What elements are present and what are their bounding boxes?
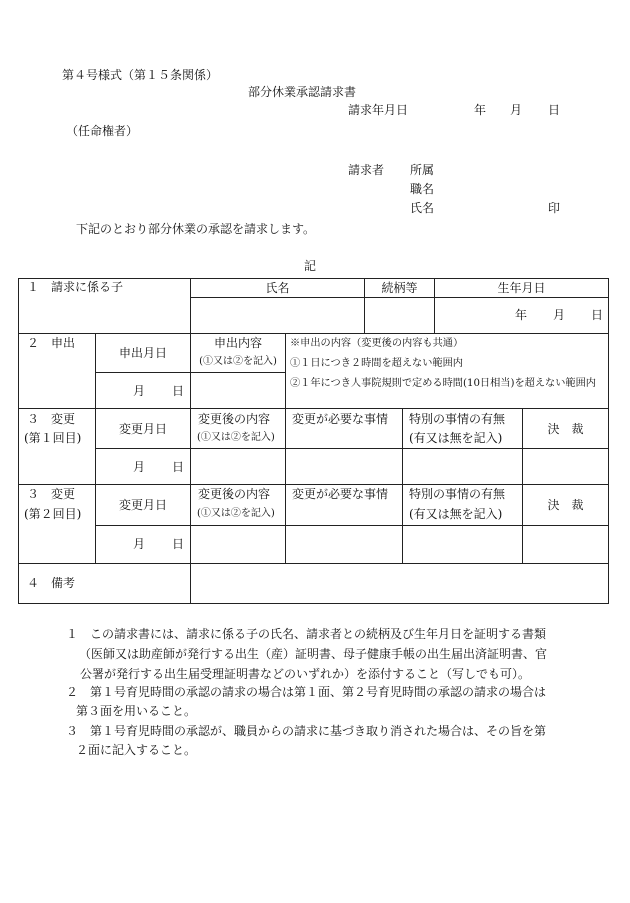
child-relation-header: 続柄等 <box>381 281 418 295</box>
remarks-section-cell <box>18 563 191 604</box>
change1-approval-label-cell <box>522 408 609 449</box>
change2-approval-label: 決 裁 <box>547 498 584 512</box>
application-note-line: ②１年につき人事院規則で定める時間(10日相当)を超えない範囲内 <box>290 378 596 389</box>
application-date-day: 日 <box>172 384 185 398</box>
application-date-label-cell <box>95 333 191 373</box>
child-dob-year: 年 <box>515 308 528 322</box>
child-dob-header: 生年月日 <box>497 281 546 295</box>
change1-section-label: ３ 変更 <box>27 412 76 426</box>
application-content-hint: (①又は②を記入) <box>199 356 277 367</box>
application-content-field <box>190 372 286 409</box>
application-content-notes <box>285 333 609 409</box>
application-content-label: 申出内容 <box>213 336 262 350</box>
child-dob-header-cell <box>434 278 609 298</box>
change2-date-day: 日 <box>172 537 185 551</box>
request-date-year: 年 <box>474 103 487 117</box>
change1-reason-label-cell <box>285 408 403 449</box>
change2-special-label-cell <box>402 484 523 526</box>
remarks-field <box>190 563 609 604</box>
document-title: 部分休業承認請求書 <box>248 85 357 99</box>
child-section-cell <box>18 278 191 334</box>
change2-date-label: 変更月日 <box>118 498 167 512</box>
change1-approval-field <box>522 448 609 485</box>
form-number: 第４号様式（第１５条関係） <box>62 68 219 82</box>
change1-special-field <box>402 448 523 485</box>
appointer-label: （任命権者） <box>66 124 139 138</box>
change1-content-label: 変更後の内容 <box>198 412 271 426</box>
child-relation-field <box>364 297 435 334</box>
requester-label: 請求者 <box>348 163 385 177</box>
change1-date-label: 変更月日 <box>118 421 167 436</box>
change1-special-hint: (有又は無を記入) <box>409 431 503 445</box>
change1-section-cell <box>18 408 96 485</box>
seal-mark: 印 <box>548 201 561 215</box>
requester-name-label: 氏名 <box>410 201 435 215</box>
change2-reason-label: 変更が必要な事情 <box>292 487 389 501</box>
request-date-label: 請求年月日 <box>348 103 409 117</box>
change2-special-hint: (有又は無を記入) <box>409 507 503 521</box>
child-name-header: 氏名 <box>265 281 290 295</box>
change2-date-month: 月 <box>133 537 146 551</box>
child-dob-field <box>434 297 609 334</box>
change2-special-label: 特別の事情の有無 <box>409 487 506 501</box>
child-name-field <box>190 297 365 334</box>
change2-content-label: 変更後の内容 <box>198 487 271 501</box>
change1-content-label-cell <box>190 408 286 449</box>
child-name-header-cell <box>190 278 365 298</box>
request-date-month: 月 <box>510 103 523 117</box>
position-label: 職名 <box>410 182 435 196</box>
change2-content-hint: (①又は②を記入) <box>197 508 275 519</box>
change2-section-label: ３ 変更 <box>27 487 76 501</box>
application-date-month: 月 <box>133 384 146 398</box>
change1-date-label-cell <box>95 408 191 449</box>
change2-reason-label-cell <box>285 484 403 526</box>
change1-date-day: 日 <box>172 460 185 474</box>
change1-reason-label: 変更が必要な事情 <box>292 412 389 426</box>
remarks-section-label: ４ 備考 <box>27 576 76 590</box>
change1-date-month: 月 <box>133 460 146 474</box>
application-section-label: ２ 申出 <box>27 336 76 350</box>
ki-mark: 記 <box>304 259 317 273</box>
note-line: （医師又は助産師が発行する出生（産）証明書、母子健康手帳の出生届出済証明書、官 <box>79 647 548 661</box>
application-note-line: ※申出の内容（変更後の内容も共通） <box>290 338 464 349</box>
change2-reason-field <box>285 525 403 564</box>
change1-content-hint: (①又は②を記入) <box>197 432 275 443</box>
change2-date-label-cell <box>95 484 191 526</box>
child-relation-header-cell <box>364 278 435 298</box>
application-date-label: 申出月日 <box>118 346 167 360</box>
change1-reason-field <box>285 448 403 485</box>
application-note-line: ①１日につき２時間を超えない範囲内 <box>290 358 463 369</box>
note-line: ２面に記入すること。 <box>76 743 197 757</box>
note-line: １ この請求書には、請求に係る子の氏名、請求者との続柄及び生年月日を証明する書類 <box>66 627 547 641</box>
change2-content-field <box>190 525 286 564</box>
application-section-cell <box>18 333 96 409</box>
change1-approval-label: 決 裁 <box>547 421 584 436</box>
change2-approval-label-cell <box>522 484 609 526</box>
child-section-label: １ 請求に係る子 <box>27 280 124 294</box>
change2-date-field <box>95 525 191 564</box>
application-date-field <box>95 372 191 409</box>
note-line: ３ 第１号育児時間の承認が、職員からの請求に基づき取り消された場合は、その旨を第 <box>66 724 547 738</box>
note-line: 第３面を用いること。 <box>76 704 197 718</box>
change2-approval-field <box>522 525 609 564</box>
change1-content-field <box>190 448 286 485</box>
note-line: ２ 第１号育児時間の承認の請求の場合は第１面、第２号育児時間の承認の請求の場合は <box>66 685 547 699</box>
request-date-day: 日 <box>548 103 561 117</box>
intro-text: 下記のとおり部分休業の承認を請求します。 <box>76 222 316 236</box>
change2-section-sublabel: (第２回目) <box>24 507 82 521</box>
change1-date-field <box>95 448 191 485</box>
change2-content-label-cell <box>190 484 286 526</box>
change1-special-label: 特別の事情の有無 <box>409 412 506 426</box>
change1-section-sublabel: (第１回目) <box>24 431 82 445</box>
note-line: 公署が発行する出生届受理証明書などのいずれか）を添付すること（写しでも可）。 <box>80 667 531 681</box>
application-content-label-cell <box>190 333 286 373</box>
affiliation-label: 所属 <box>410 163 435 177</box>
change2-section-cell <box>18 484 96 564</box>
change2-special-field <box>402 525 523 564</box>
change1-special-label-cell <box>402 408 523 449</box>
child-dob-day: 日 <box>591 308 604 322</box>
child-dob-month: 月 <box>553 308 566 322</box>
